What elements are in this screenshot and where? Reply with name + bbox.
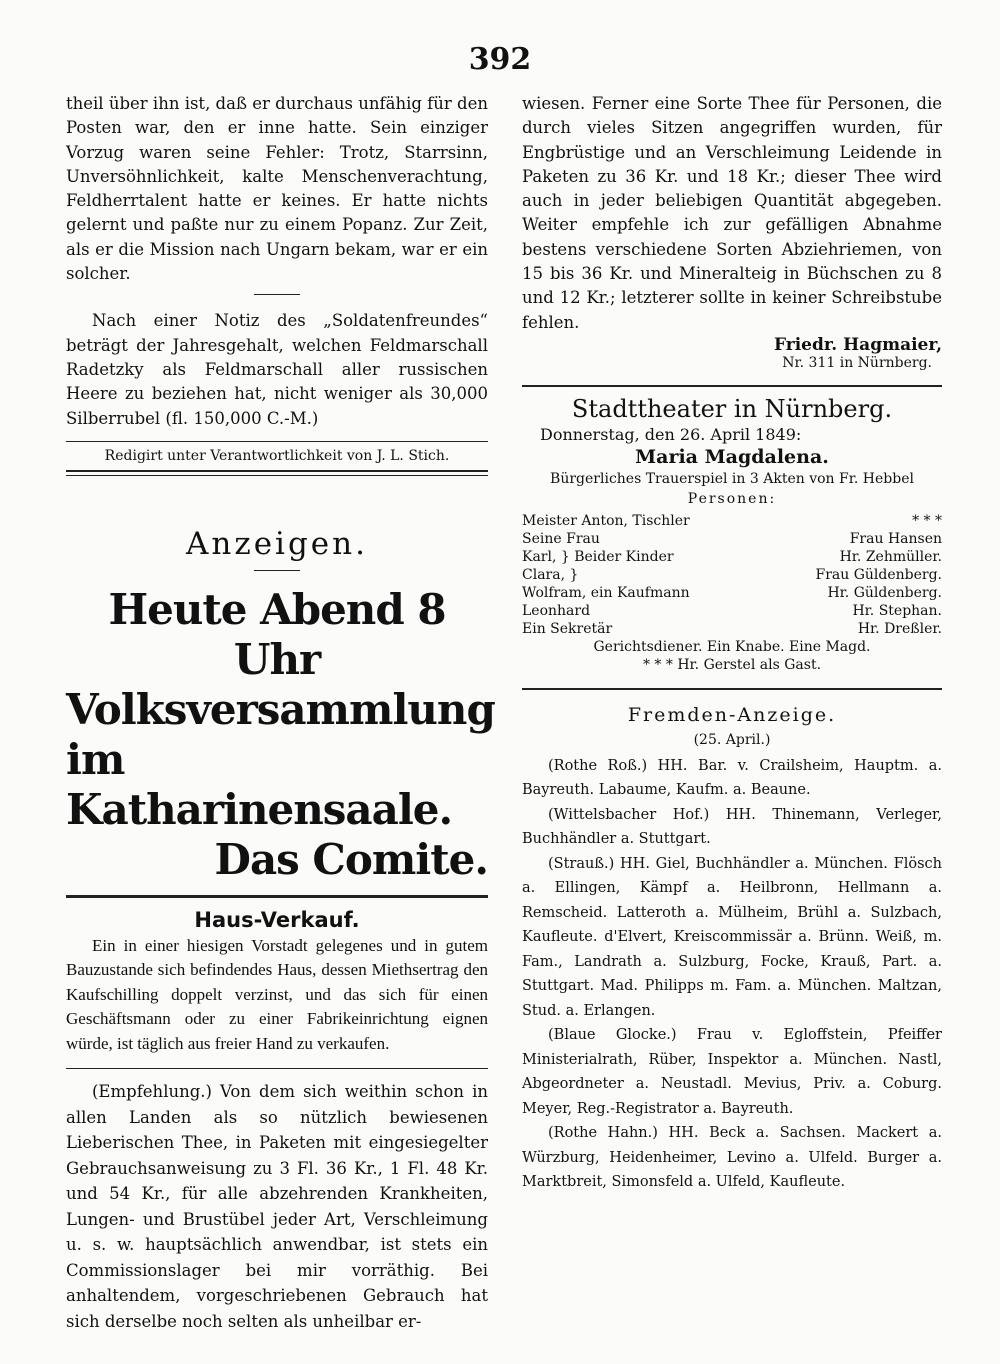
divider: [66, 470, 488, 476]
ad-signature-address: Nr. 311 in Nürnberg.: [782, 354, 932, 371]
divider: [66, 1068, 488, 1069]
play-title: Maria Magdalena.: [635, 445, 829, 468]
theater-heading: Stadttheater in Nürnberg.: [571, 394, 893, 423]
cast-actor: Hr. Stephan.: [852, 602, 942, 619]
ad-title-haus-verkauf: Haus-Verkauf.: [194, 907, 360, 932]
divider: [254, 570, 300, 571]
divider: [254, 294, 300, 295]
cast-actor: Frau Hansen: [849, 530, 942, 547]
ad-text-continued: wiesen. Ferner eine Sorte Thee für Personen, die durch vieles Sitzen angegriffen wurden, für Engbrüstige und an Verschleimung Leidende in Paketen zu 36 Kr. und 18 Kr.; dieser Thee wird auch in jeder beliebigen Quantität abgegeben. Weiter empfehle ich zur gefälligen Abnahme bestens verschiedene Sorten Abziehriemen, von 15 bis 36 Kr. und Mineralteig in Büchschen zu 8 und 12 Kr.; letzterer sollte in keiner Schreibstube fehlen.: [522, 94, 942, 332]
fremden-heading: Fremden-Anzeige.: [627, 703, 837, 726]
guest-entry: (Wittelsbacher Hof.) HH. Thinemann, Verleger, Buchhändler a. Stuttgart.: [522, 806, 942, 848]
cast-actor: Hr. Dreßler.: [857, 620, 942, 637]
cast-row: [522, 512, 942, 530]
cast-row: [522, 584, 942, 602]
section-heading-anzeigen: Anzeigen.: [186, 525, 368, 562]
cast-actor: Hr. Güldenberg.: [827, 584, 942, 601]
cast-role: Karl, } Beider Kinder: [522, 548, 674, 565]
divider: [522, 385, 942, 387]
cast-row: [522, 548, 942, 566]
ad-text: Ein in einer hiesigen Vorstadt gelegenes und in gutem Bauzustande sich befindendes Haus, dessen Miethsertrag den Kaufschilling doppelt verzinst, und das sich für einen Geschäftsmann oder zu einer Fabrikeinrichtung eignen würde, ist täglich aus freier Hand zu verkaufen.: [66, 935, 488, 1053]
guest-entry: (Rothe Roß.) HH. Bar. v. Crailsheim, Hauptm. a. Bayreuth. Labaume, Kaufm. a. Beaune.: [522, 757, 942, 799]
ad-headline: Heute Abend 8 Uhr: [108, 584, 446, 684]
ad-headline: Das Comite.: [214, 834, 488, 884]
cast-row: [522, 566, 942, 584]
cast-actor: Hr. Zehmüller.: [839, 548, 942, 565]
cast-role: Leonhard: [522, 602, 591, 619]
divider: [66, 441, 488, 442]
guest-entry: (Strauß.) HH. Giel, Buchhändler a. München. Flösch a. Ellingen, Kämpf a. Heilbronn, Hellmann a. Remscheid. Latteroth a. Mülheim, Brühl a. Sulzbach, Kaufleute. d'Elvert, Kreiscommissär a. Brünn. Weiß, m. Fam., Landrath a. Sulzburg, Focke, Krauß, Part. a. Stuttgart. Mad. Philipps m. Fam. a. München. Maltzan, Stud. a. Erlangen.: [522, 855, 942, 1019]
cast-extra: Gerichtsdiener. Ein Knabe. Eine Magd.: [593, 638, 871, 655]
cast-row: [522, 530, 942, 548]
editor-note: Redigirt unter Verantwortlichkeit von J. L. Stich.: [104, 447, 450, 464]
ad-text-empfehlung: (Empfehlung.) Von dem sich weithin schon in allen Landen als so nützlich bewiesenen Lieberischen Thee, in Paketen mit eingesiegelter Gebrauchsanweisung zu 3 Fl. 36 Kr., 1 Fl. 48 Kr. und 54 Kr., für alle abzehrenden Krankheiten, Lungen- und Brustübel jeder Art, Verschleimung u. s. w. hauptsächlich anwendbar, ist stets ein Commissionslager bei mir vorräthig. Bei anhaltendem, vorgeschriebenen Gebrauch hat sich derselbe noch selten als unheilbar er-: [66, 1082, 488, 1331]
fremden-date: (25. April.): [693, 731, 771, 748]
divider: [66, 895, 488, 898]
cast-list: [522, 512, 942, 674]
ad-headline: Katharinensaale.: [66, 784, 453, 834]
right-column: [522, 92, 942, 1195]
ad-headline: Volksversammlung im: [66, 684, 495, 784]
cast-role: Ein Sekretär: [522, 620, 613, 637]
play-subtitle: Bürgerliches Trauerspiel in 3 Akten von Fr. Hebbel: [550, 470, 914, 487]
cast-row: [522, 602, 942, 620]
cast-actor: * * *: [912, 512, 942, 529]
ad-signature: Friedr. Hagmaier,: [774, 334, 942, 355]
cast-row: [522, 620, 942, 638]
cast-heading: Personen:: [687, 490, 777, 507]
cast-role: Meister Anton, Tischler: [522, 512, 690, 529]
cast-actor: Frau Güldenberg.: [815, 566, 942, 583]
guest-note: * * * Hr. Gerstel als Gast.: [642, 656, 822, 673]
performance-date: Donnerstag, den 26. April 1849:: [540, 424, 802, 444]
cast-role: Clara, }: [522, 566, 579, 583]
article-paragraph: Nach einer Notiz des „Soldatenfreundes“ beträgt der Jahresgehalt, welchen Feldmarschall Radetzky als Feldmarschall aller russischen Heere zu beziehen hat, nicht weniger als 30,000 Silberrubel (fl. 150,000 C.-M.): [66, 311, 488, 428]
guest-entry: (Blaue Glocke.) Frau v. Egloffstein, Pfeiffer Ministerialrath, Rüber, Inspektor a. München. Nastl, Abgeordneter a. Neustadl. Mevius, Priv. a. Coburg. Meyer, Reg.-Registrator a. Bayreuth.: [522, 1027, 942, 1117]
cast-role: Seine Frau: [522, 530, 600, 547]
left-column: [66, 92, 495, 1334]
cast-role: Wolfram, ein Kaufmann: [522, 584, 690, 601]
guest-entry: (Rothe Hahn.) HH. Beck a. Sachsen. Mackert a. Würzburg, Heidenheimer, Levino a. Ulfeld. Burger a. Marktbreit, Simonsfeld a. Ulfeld, Kaufleute.: [522, 1125, 942, 1191]
article-paragraph: theil über ihn ist, daß er durchaus unfähig für den Posten war, den er inne hatte. Sein einziger Vorzug waren seine Fehler: Trotz, Starrsinn, Unversöhnlichkeit, kalte Menschenverachtung, Feldherrtalent hatte er keines. Er hatte nichts gelernt und paßte nur zu einem Popanz. Zur Zeit, als er die Mission nach Ungarn bekam, war er ein solcher.: [66, 94, 488, 284]
divider: [522, 688, 942, 690]
page-number: 392: [468, 42, 532, 77]
